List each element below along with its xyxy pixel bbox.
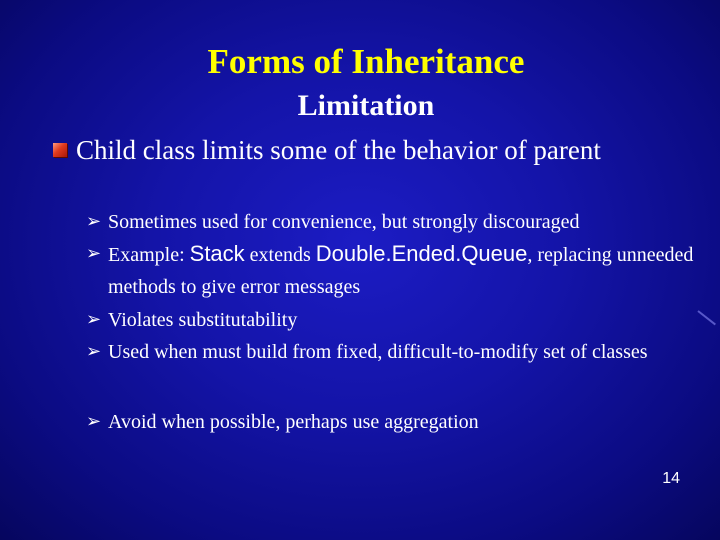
sub-bullet-1-text: Sometimes used for convenience, but strongly discouraged [108, 211, 580, 233]
example-rest: , replacing unneeded methods to give error messages [108, 244, 694, 298]
arrowhead-bullet-icon: ➢ [86, 243, 102, 264]
sub-bullet-4-text: Used when must build from fixed, difficult-to-modify set of classes [108, 341, 648, 363]
slide-subtitle: Limitation [297, 89, 435, 122]
page-number: 14 [662, 470, 680, 487]
main-bullet-text: Child class limits some of the behavior of parent [76, 135, 601, 165]
arrowhead-bullet-icon: ➢ [86, 411, 102, 432]
arrowhead-bullet-icon: ➢ [86, 309, 102, 330]
example-label: Example: [108, 244, 190, 266]
slide-title: Forms of Inheritance [207, 42, 525, 81]
code-stack: Stack [189, 241, 245, 266]
extends-label: extends [244, 244, 316, 266]
arrowhead-bullet-icon: ➢ [86, 341, 102, 362]
sub-bullet-3-text: Violates substitutability [108, 309, 298, 331]
red-square-bullet-icon [53, 143, 67, 157]
code-double-ended-queue: Double.Ended.Queue [315, 241, 528, 266]
arrowhead-bullet-icon: ➢ [86, 211, 102, 232]
sub-bullet-2-text [108, 238, 706, 303]
sub-bullet-5-text: Avoid when possible, perhaps use aggregation [108, 411, 479, 433]
